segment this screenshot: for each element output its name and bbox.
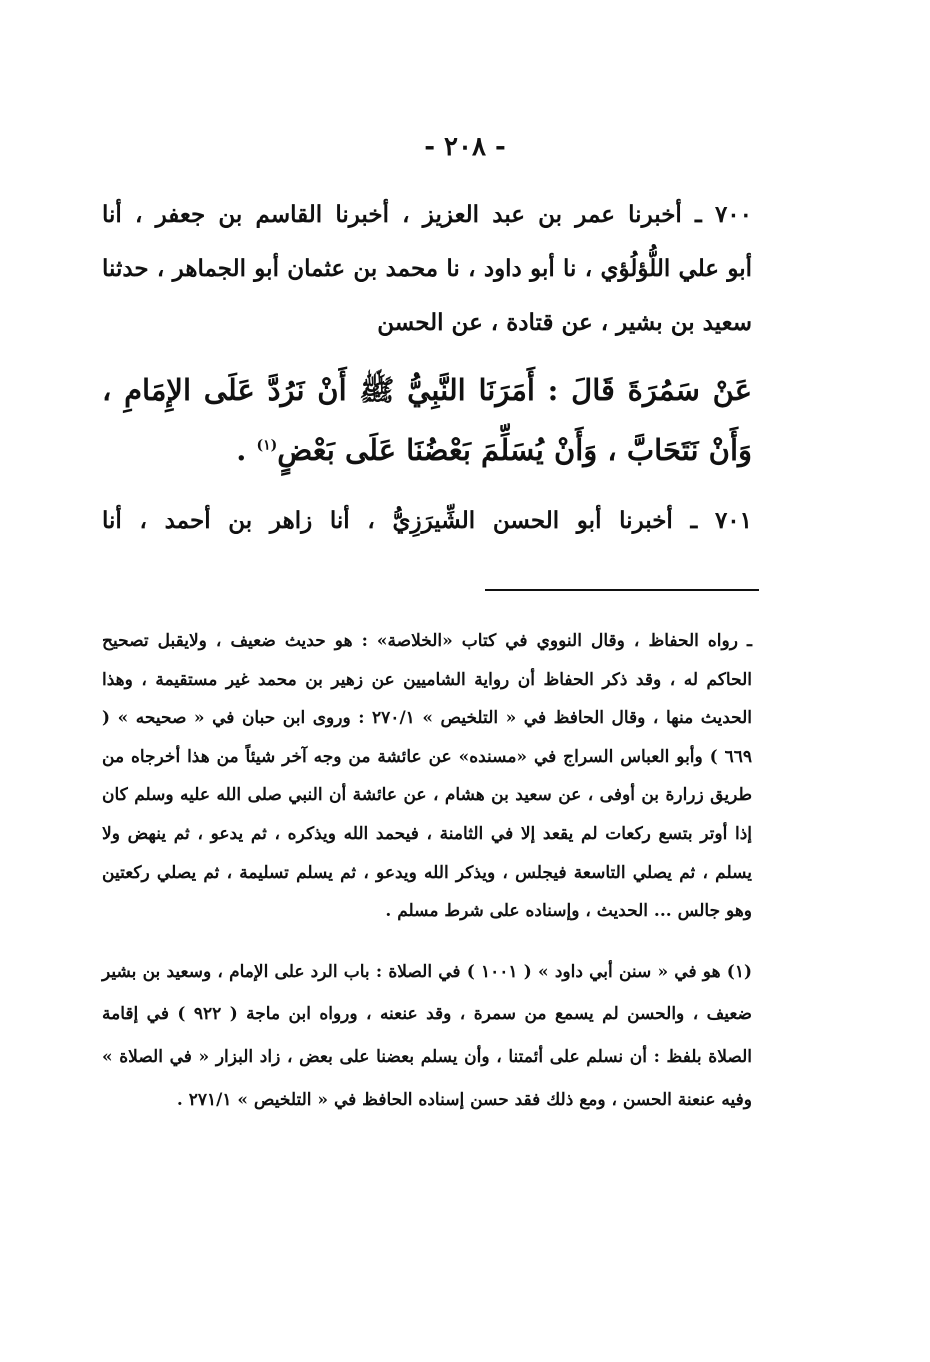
page-number: - ٢٠٨ - [424,132,506,162]
hadith-text-end: . [236,433,257,467]
footnote-marker: (١) [256,437,278,454]
footnote-divider [485,589,759,591]
hadith-700-chain-line-2: أبو علي اللُّؤلُؤي ، نا أبو داود ، نا محمد بن عثمان أبو الجماهر ، حدثنا سعيد بن بشير ، عن قتادة ، عن الحسن [102,255,752,336]
main-text [102,188,752,548]
hadith-text-body: عَنْ سَمُرَةَ قَالَ : أَمَرَنَا النَّبِيُّ ﷺ أَنْ نَرُدَّ عَلَى الإِمَامِ ، وَأَنْ نَتَحَابَّ ، وَأَنْ يُسَلِّمَ بَعْضُنَا عَلَى بَعْضٍ [102,373,752,467]
hadith-700-chain-line-1: ٧٠٠ ـ أخبرنا عمر بن عبد العزيز ، أخبرنا القاسم بن جعفر ، أنا [102,201,752,228]
footnote-continued: ـ رواه الحفاظ ، وقال النووي في كتاب «الخلاصة» : هو حديث ضعيف ، ولايقبل تصحيح الحاكم له ، وقد ذكر الحفاظ أن رواية الشاميين عن زهير بن محمد غير مستقيمة ، وهذا الحديث منها ، وقال الحافظ في « التلخيص » ٢٧٠/١ : وروى ابن حبان في « صحيحه » ( ٦٦٩ ) وأبو العباس السراج في «مسنده» عن عائشة من وجه آخر شيئاً من هذا أخرجاه من طريق زرارة بن أوفى ، عن سعيد بن هشام ، عن عائشة أن النبي صلى الله عليه وسلم كان إذا أوتر بتسع ركعات لم يقعد إلا في الثامنة ، فيحمد الله ويذكره ، ثم يدعو ، ثم ينهض ولا يسلم ، ثم يصلي التاسعة فيجلس ، ويذكر الله ويدعو ، ثم يسلم تسليمة ، ثم يصلي ركعتين وهو جالس ... الحديث ، وإسناده على شرط مسلم . [102,631,752,922]
footnote-1: (١) هو في « سنن أبي داود » ( ١٠٠١ ) في الصلاة : باب الرد على الإمام ، وسعيد بن بشير ضعيف ، والحسن لم يسمع من سمرة ، وقد عنعنه ، ورواه ابن ماجة ( ٩٢٢ ) في إقامة الصلاة بلفظ : أن نسلم على أئمتنا ، وأن يسلم بعضنا على بعض ، زاد البزار « في الصلاة » وفيه عنعنة الحسن ، ومع ذلك فقد حسن إسناده الحافظ في « التلخيص » ٢٧١/١ . [102,961,752,1110]
hadith-701-chain: ٧٠١ ـ أخبرنا أبو الحسن الشِّيرَزِيُّ ، أنا زاهر بن أحمد ، أنا [102,507,752,534]
footnotes [102,622,752,1121]
hadith-700-text [102,360,752,480]
